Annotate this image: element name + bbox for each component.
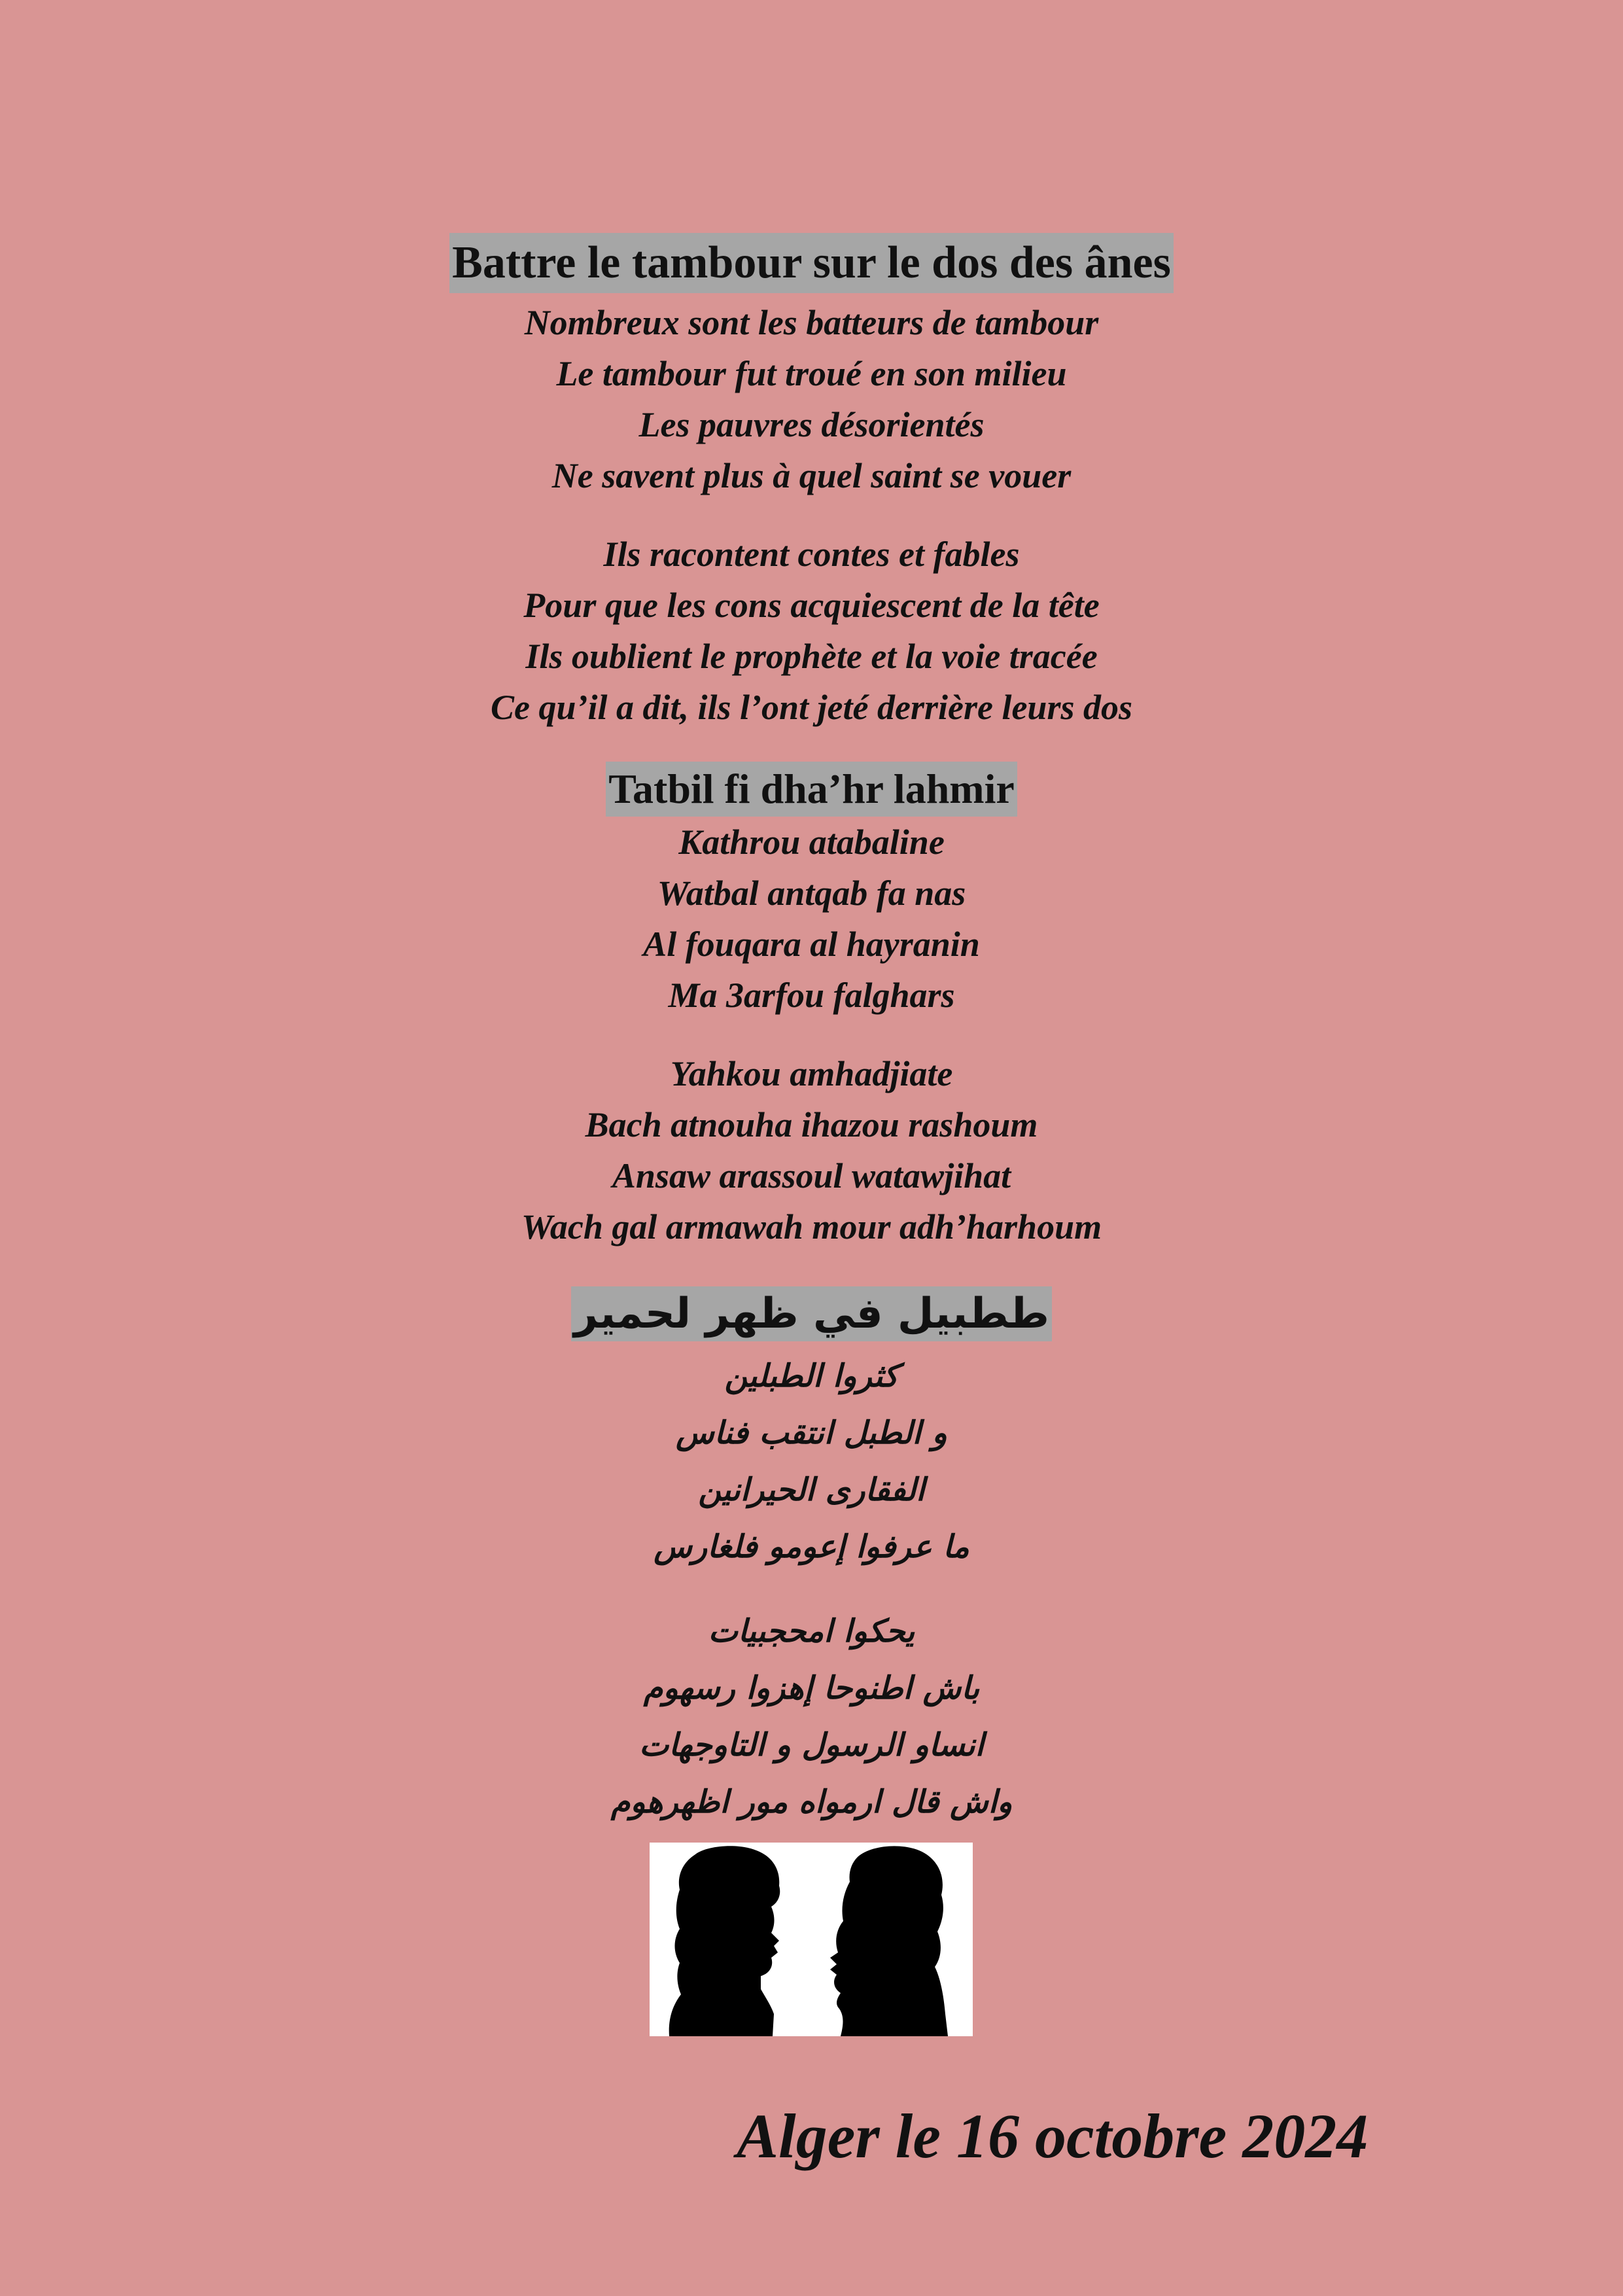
arabic-stanza-1: [0, 1348, 1623, 1576]
poem-line: واش قال ارمواه مور اظهرهوم: [610, 1784, 1013, 1820]
french-stanza-1: [0, 297, 1623, 501]
poem-line: Al fouqara al hayranin: [643, 925, 980, 964]
poem-line: Bach atnouha ihazou rashoum: [585, 1105, 1038, 1144]
poem-line: Ma 3arfou falghars: [668, 976, 955, 1015]
poem-line: يحكوا امحجبيات: [708, 1613, 915, 1650]
arabic-stanza-2: [0, 1603, 1623, 1831]
french-title-text: Battre le tambour sur le dos des ânes: [449, 233, 1174, 293]
poem-line: Ansaw arassoul watawjihat: [612, 1156, 1011, 1195]
poem-line: Pour que les cons acquiescent de la tête: [523, 586, 1100, 625]
poem-line: Ne savent plus à quel saint se vouer: [551, 456, 1072, 495]
poem-line: Le tambour fut troué en son milieu: [556, 354, 1067, 393]
poem-line: Yahkou amhadjiate: [670, 1054, 953, 1093]
poem-line: و الطبل انتقب فناس: [676, 1415, 947, 1451]
poem-line: Ils racontent contes et fables: [603, 535, 1020, 574]
transliteration-stanza-1: [0, 817, 1623, 1021]
arabic-title: [0, 1286, 1623, 1341]
transliteration-title-text: Tatbil fi dha’hr lahmir: [606, 762, 1017, 817]
poem-line: Wach gal armawah mour adh’harhoum: [521, 1207, 1102, 1246]
transliteration-title: [0, 762, 1623, 817]
french-stanza-2: [0, 529, 1623, 733]
poem-line: Kathrou atabaline: [678, 822, 945, 862]
poem-line: Ils oublient le prophète et la voie tracée: [525, 637, 1098, 676]
poem-line: Ce qu’il a dit, ils l’ont jeté derrière leurs dos: [491, 688, 1132, 727]
poem-line: كثروا الطبلين: [724, 1358, 899, 1394]
poem-line: Nombreux sont les batteurs de tambour: [524, 303, 1099, 342]
two-turbaned-silhouettes-icon: [650, 1843, 973, 2036]
poem-line: انساو الرسول و التاوجهات: [639, 1727, 984, 1763]
transliteration-stanza-2: [0, 1048, 1623, 1252]
arabic-title-text: ططبيل في ظهر لحمير: [571, 1286, 1052, 1341]
poem-line: Watbal antqab fa nas: [657, 874, 966, 913]
poem-line: ما عرفوا إعومو فلغارس: [654, 1528, 969, 1565]
poem-line: Les pauvres désorientés: [638, 405, 985, 444]
poem-line: الفقارى الحيرانين: [698, 1472, 925, 1508]
french-title: [0, 233, 1623, 293]
date-signature: Alger le 16 octobre 2024: [737, 2101, 1369, 2171]
poem-line: باش اطنوحا إهزوا رسهوم: [643, 1670, 980, 1706]
